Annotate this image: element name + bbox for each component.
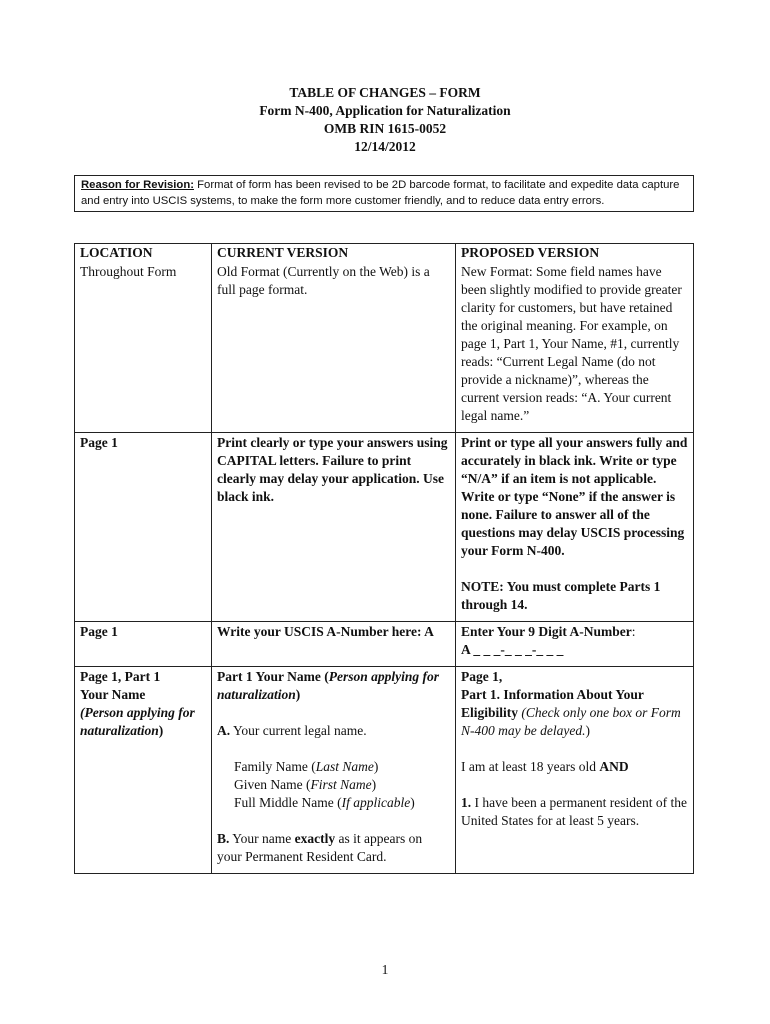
- row2-location: Page 1: [75, 433, 212, 622]
- row4-proposed-eligibility: Eligibility (Check only one box or Form N-400 may be delayed.): [461, 705, 681, 738]
- row2-proposed-note: NOTE: You must complete Parts 1 through 14.: [461, 579, 661, 612]
- document-header: [0, 84, 770, 156]
- header-current-version: CURRENT VERSION: [212, 244, 456, 263]
- row4-middle-name: Full Middle Name (If applicable): [234, 795, 415, 810]
- row4-current-heading-italic: Person applying for naturalization: [217, 669, 439, 702]
- reason-text: Format of form has been revised to be 2D barcode format, to facilitate and expedite data capture and entry into USCIS systems, to make the form more customer friendly, and to reduce data entry errors.: [81, 179, 680, 207]
- row4-location-line2: Your Name: [80, 687, 146, 702]
- row1-proposed: New Format: Some field names have been slightly modified to provide greater clarity for customers, but have retained the original meaning. For example, on page 1, Part 1, Your Name, #1, currently reads: “Current Legal Name (do not provide a nickname)”, whereas the current version reads: “A. Your current legal name.”: [456, 262, 694, 433]
- header-title: TABLE OF CHANGES – FORM: [289, 85, 481, 100]
- changes-table: [74, 243, 694, 874]
- row1-current: Old Format (Currently on the Web) is a full page format.: [212, 262, 456, 433]
- header-omb-rin: OMB RIN 1615-0052: [323, 121, 447, 136]
- row3-proposed-colon: :: [631, 624, 636, 639]
- reason-for-revision-box: [74, 175, 694, 212]
- table-row: [75, 667, 694, 874]
- header-proposed-version: PROPOSED VERSION: [456, 244, 694, 263]
- row2-proposed: [456, 433, 694, 622]
- row3-proposed-label: Enter Your 9 Digit A-Number: [461, 624, 632, 639]
- row2-proposed-text: Print or type all your answers fully and accurately in black ink. Write or type “N/A” if an item is not applicable. Write or type “None” if the answer is none. Failure to answer all of the questions may delay USCIS processing your Form N-400.: [461, 435, 688, 558]
- row4-current: [212, 667, 456, 874]
- row3-location: Page 1: [75, 622, 212, 667]
- row4-location-line1: Page 1, Part 1: [80, 669, 161, 684]
- row4-item-b: B. Your name exactly as it appears on your Permanent Resident Card.: [217, 831, 423, 864]
- row4-proposed-item1: 1. I have been a permanent resident of the United States for at least 5 years.: [461, 795, 688, 828]
- row1-location: Throughout Form: [75, 262, 212, 433]
- row4-proposed-line2: Part 1. Information About Your: [461, 687, 644, 702]
- row3-proposed: [456, 622, 694, 667]
- row4-current-heading: Part 1 Your Name (: [217, 669, 329, 684]
- row4-location-paren: (Person applying for naturalization: [80, 705, 195, 738]
- row4-proposed-line1: Page 1,: [461, 669, 503, 684]
- row3-a-number-blank: A _ _ _-_ _ _-_ _ _: [461, 642, 564, 657]
- row4-proposed: [456, 667, 694, 874]
- row4-given-name: Given Name (First Name): [234, 777, 377, 792]
- table-row: [75, 262, 694, 433]
- table-row: [75, 433, 694, 622]
- header-form-name: Form N-400, Application for Naturalization: [259, 103, 511, 118]
- table-header-row: [75, 244, 694, 263]
- page-number: 1: [381, 962, 389, 977]
- row4-current-heading-close: ): [295, 687, 301, 702]
- row4-location-close: ): [158, 723, 164, 738]
- row4-proposed-age: I am at least 18 years old AND: [461, 759, 629, 774]
- header-date: 12/14/2012: [354, 139, 416, 154]
- row4-family-name: Family Name (Last Name): [234, 759, 379, 774]
- row4-item-a-text: Your current legal name.: [230, 723, 367, 738]
- header-location: LOCATION: [75, 244, 212, 263]
- row4-location: [75, 667, 212, 874]
- row2-current: Print clearly or type your answers using CAPITAL letters. Failure to print clearly may delay your application. Use black ink.: [212, 433, 456, 622]
- table-row: [75, 622, 694, 667]
- row3-current: Write your USCIS A-Number here: A: [212, 622, 456, 667]
- row4-item-a-label: A.: [217, 723, 231, 738]
- reason-label: Reason for Revision:: [81, 179, 194, 191]
